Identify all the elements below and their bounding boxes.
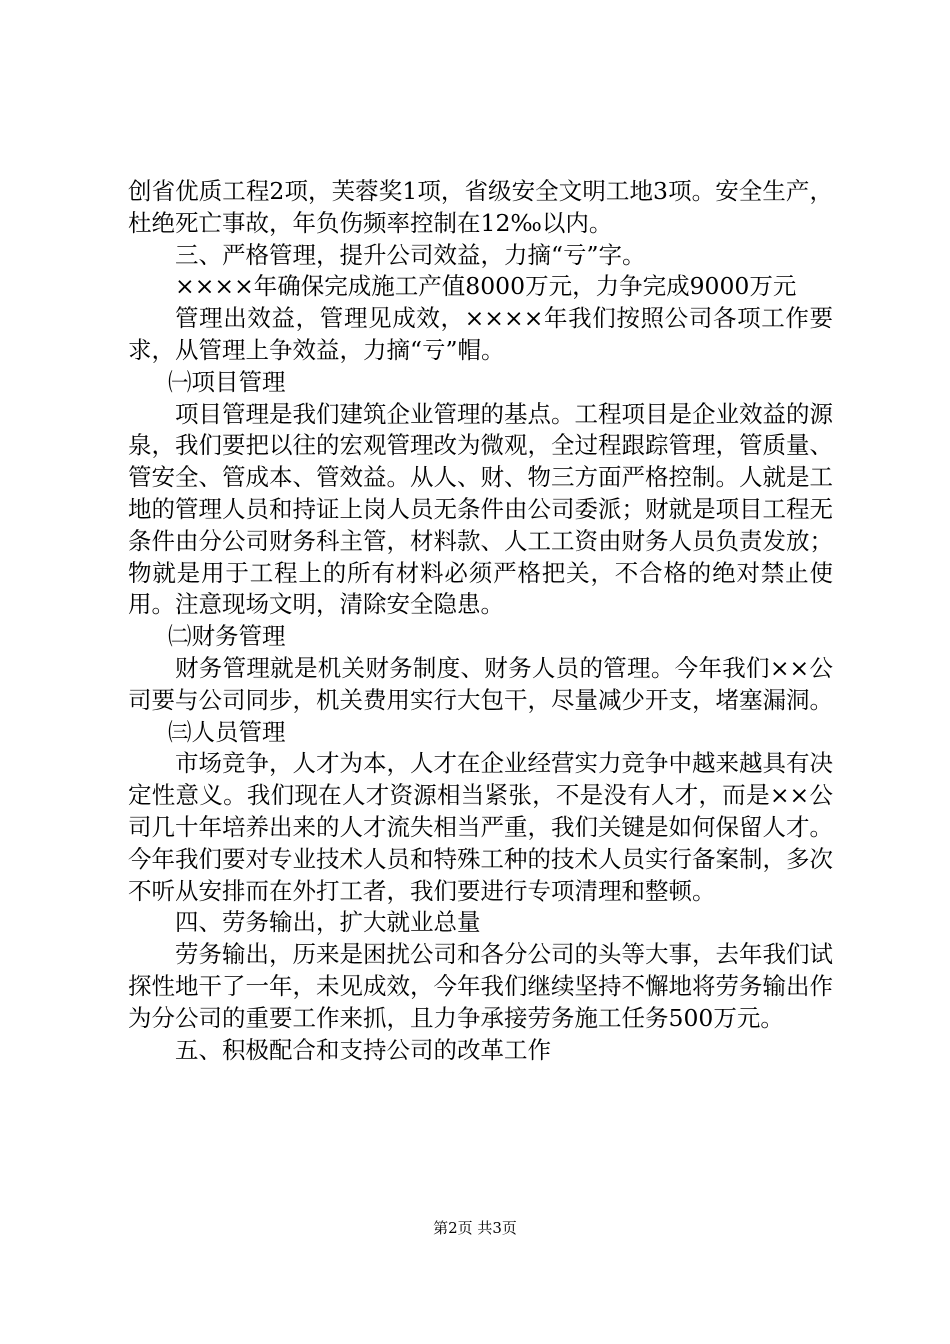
subheading-financial-management: ㈡财务管理 <box>168 622 286 651</box>
heading-section-3: 三、严格管理，提升公司效益，力摘“亏”字。 <box>175 240 646 269</box>
subheading-personnel-management: ㈢人员管理 <box>168 717 286 746</box>
paragraph-awards: 创省优质工程2项，芙蓉奖1项，省级安全文明工地3项。安全生产，杜绝死亡事故，年负伤频率控制在12‰以内。 <box>128 177 833 237</box>
paragraph-project-management: 项目管理是我们建筑企业管理的基点。工程项目是企业效益的源泉，我们要把以往的宏观管理改为微观，全过程跟踪管理，管质量、管安全、管成本、管效益。从人、财、物三方面严格控制。人就是工地的管理人员和持证上岗人员无条件由公司委派；财就是项目工程无条件由分公司财务科主管，材料款、人工工资由财务人员负责发放；物就是用于工程上的所有材料必须严格把关，不合格的绝对禁止使用。注意现场文明，清除安全隐患。 <box>128 399 833 619</box>
heading-section-4: 四、劳务输出，扩大就业总量 <box>175 908 481 937</box>
subheading-project-management: ㈠项目管理 <box>168 367 286 396</box>
paragraph-financial-management: 财务管理就是机关财务制度、财务人员的管理。今年我们××公司要与公司同步，机关费用实行大包干，尽量减少开支，堵塞漏洞。 <box>128 653 833 714</box>
page-footer: 第2页 共3页 <box>433 1219 517 1237</box>
paragraph-personnel-management: 市场竞争，人才为本，人才在企业经营实力竞争中越来越具有决定性意义。我们现在人才资源相当紧张，不是没有人才，而是××公司几十年培养出来的人才流失相当严重，我们关键是如何保留人才。今年我们要对专业技术人员和特殊工种的技术人员实行备案制，多次不听从安排而在外打工者，我们要进行专项清理和整顿。 <box>128 749 833 905</box>
paragraph-output-target: ××××年确保完成施工产值8000万元，力争完成9000万元 <box>175 272 797 301</box>
document-body <box>128 176 833 1066</box>
paragraph-management-intro: 管理出效益，管理见成效，××××年我们按照公司各项工作要求，从管理上争效益，力摘“亏”帽。 <box>128 304 833 364</box>
heading-section-5: 五、积极配合和支持公司的改革工作 <box>175 1035 551 1064</box>
paragraph-labor-export: 劳务输出，历来是困扰公司和各分公司的头等大事，去年我们试探性地干了一年，未见成效，今年我们继续坚持不懈地将劳务输出作为分公司的重要工作来抓，且力争承接劳务施工任务500万元。 <box>128 940 833 1032</box>
